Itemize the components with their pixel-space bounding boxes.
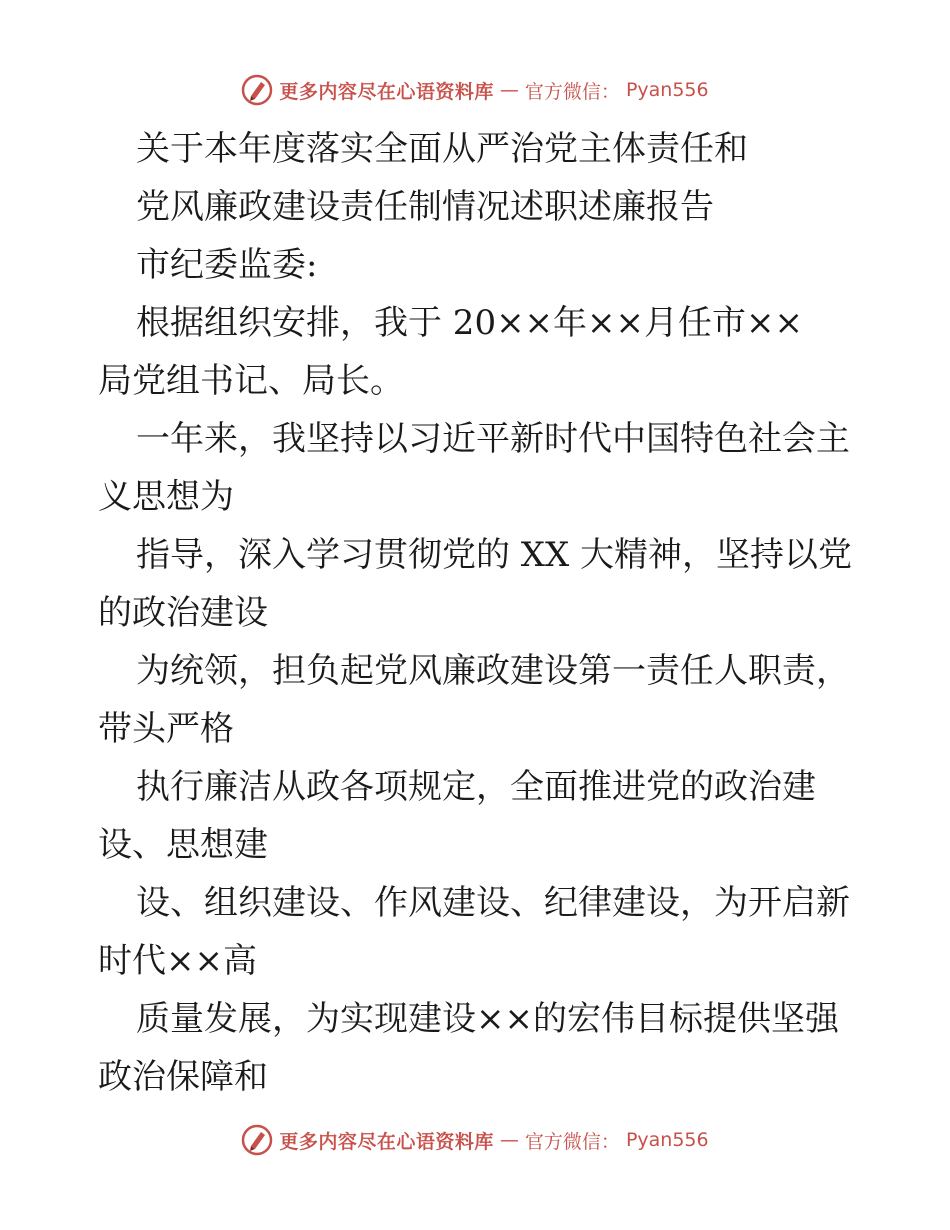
header-watermark [0,74,950,106]
pen-logo-icon [241,1124,273,1156]
body-paragraphs [98,294,858,1106]
body-line: 质量发展，为实现建设××的宏伟目标提供坚强 [136,999,839,1039]
document-title-line-2: 党风廉政建设责任制情况述职述廉报告 [136,187,714,227]
watermark-text: 更多内容尽在心语资料库 [279,1130,494,1153]
body-line: 设、思想建 [98,825,268,865]
watermark-separator: — [499,79,519,101]
watermark-account-label: 官方微信： [524,80,620,103]
watermark-separator: — [499,1129,519,1151]
salutation: 市纪委监委: [136,245,318,285]
watermark-account-handle: Pyan556 [625,79,709,101]
body-line: 指导，深入学习贯彻党的 XX 大精神，坚持以党 [136,535,853,575]
body-line: 执行廉洁从政各项规定，全面推进党的政治建 [136,767,816,807]
body-line: 政治保障和 [98,1057,268,1097]
body-line: 为统领，担负起党风廉政建设第一责任人职责， [136,651,850,691]
body-line: 时代××高 [98,941,257,981]
body-line: 义思想为 [98,477,234,517]
pen-logo-icon [241,74,273,106]
document-body [98,120,858,1106]
document-title-line-1: 关于本年度落实全面从严治党主体责任和 [136,129,748,169]
watermark-account-handle: Pyan556 [625,1129,709,1151]
body-line: 根据组织安排，我于 20××年××月任市×× [136,303,803,343]
watermark-account-label: 官方微信： [524,1130,620,1153]
watermark-text: 更多内容尽在心语资料库 [279,80,494,103]
footer-watermark [0,1124,950,1156]
body-line: 一年来，我坚持以习近平新时代中国特色社会主 [136,419,850,459]
body-line: 带头严格 [98,709,234,749]
body-line: 局党组书记、局长。 [98,361,404,401]
body-line: 的政治建设 [98,593,268,633]
body-line: 设、组织建设、作风建设、纪律建设，为开启新 [136,883,850,923]
